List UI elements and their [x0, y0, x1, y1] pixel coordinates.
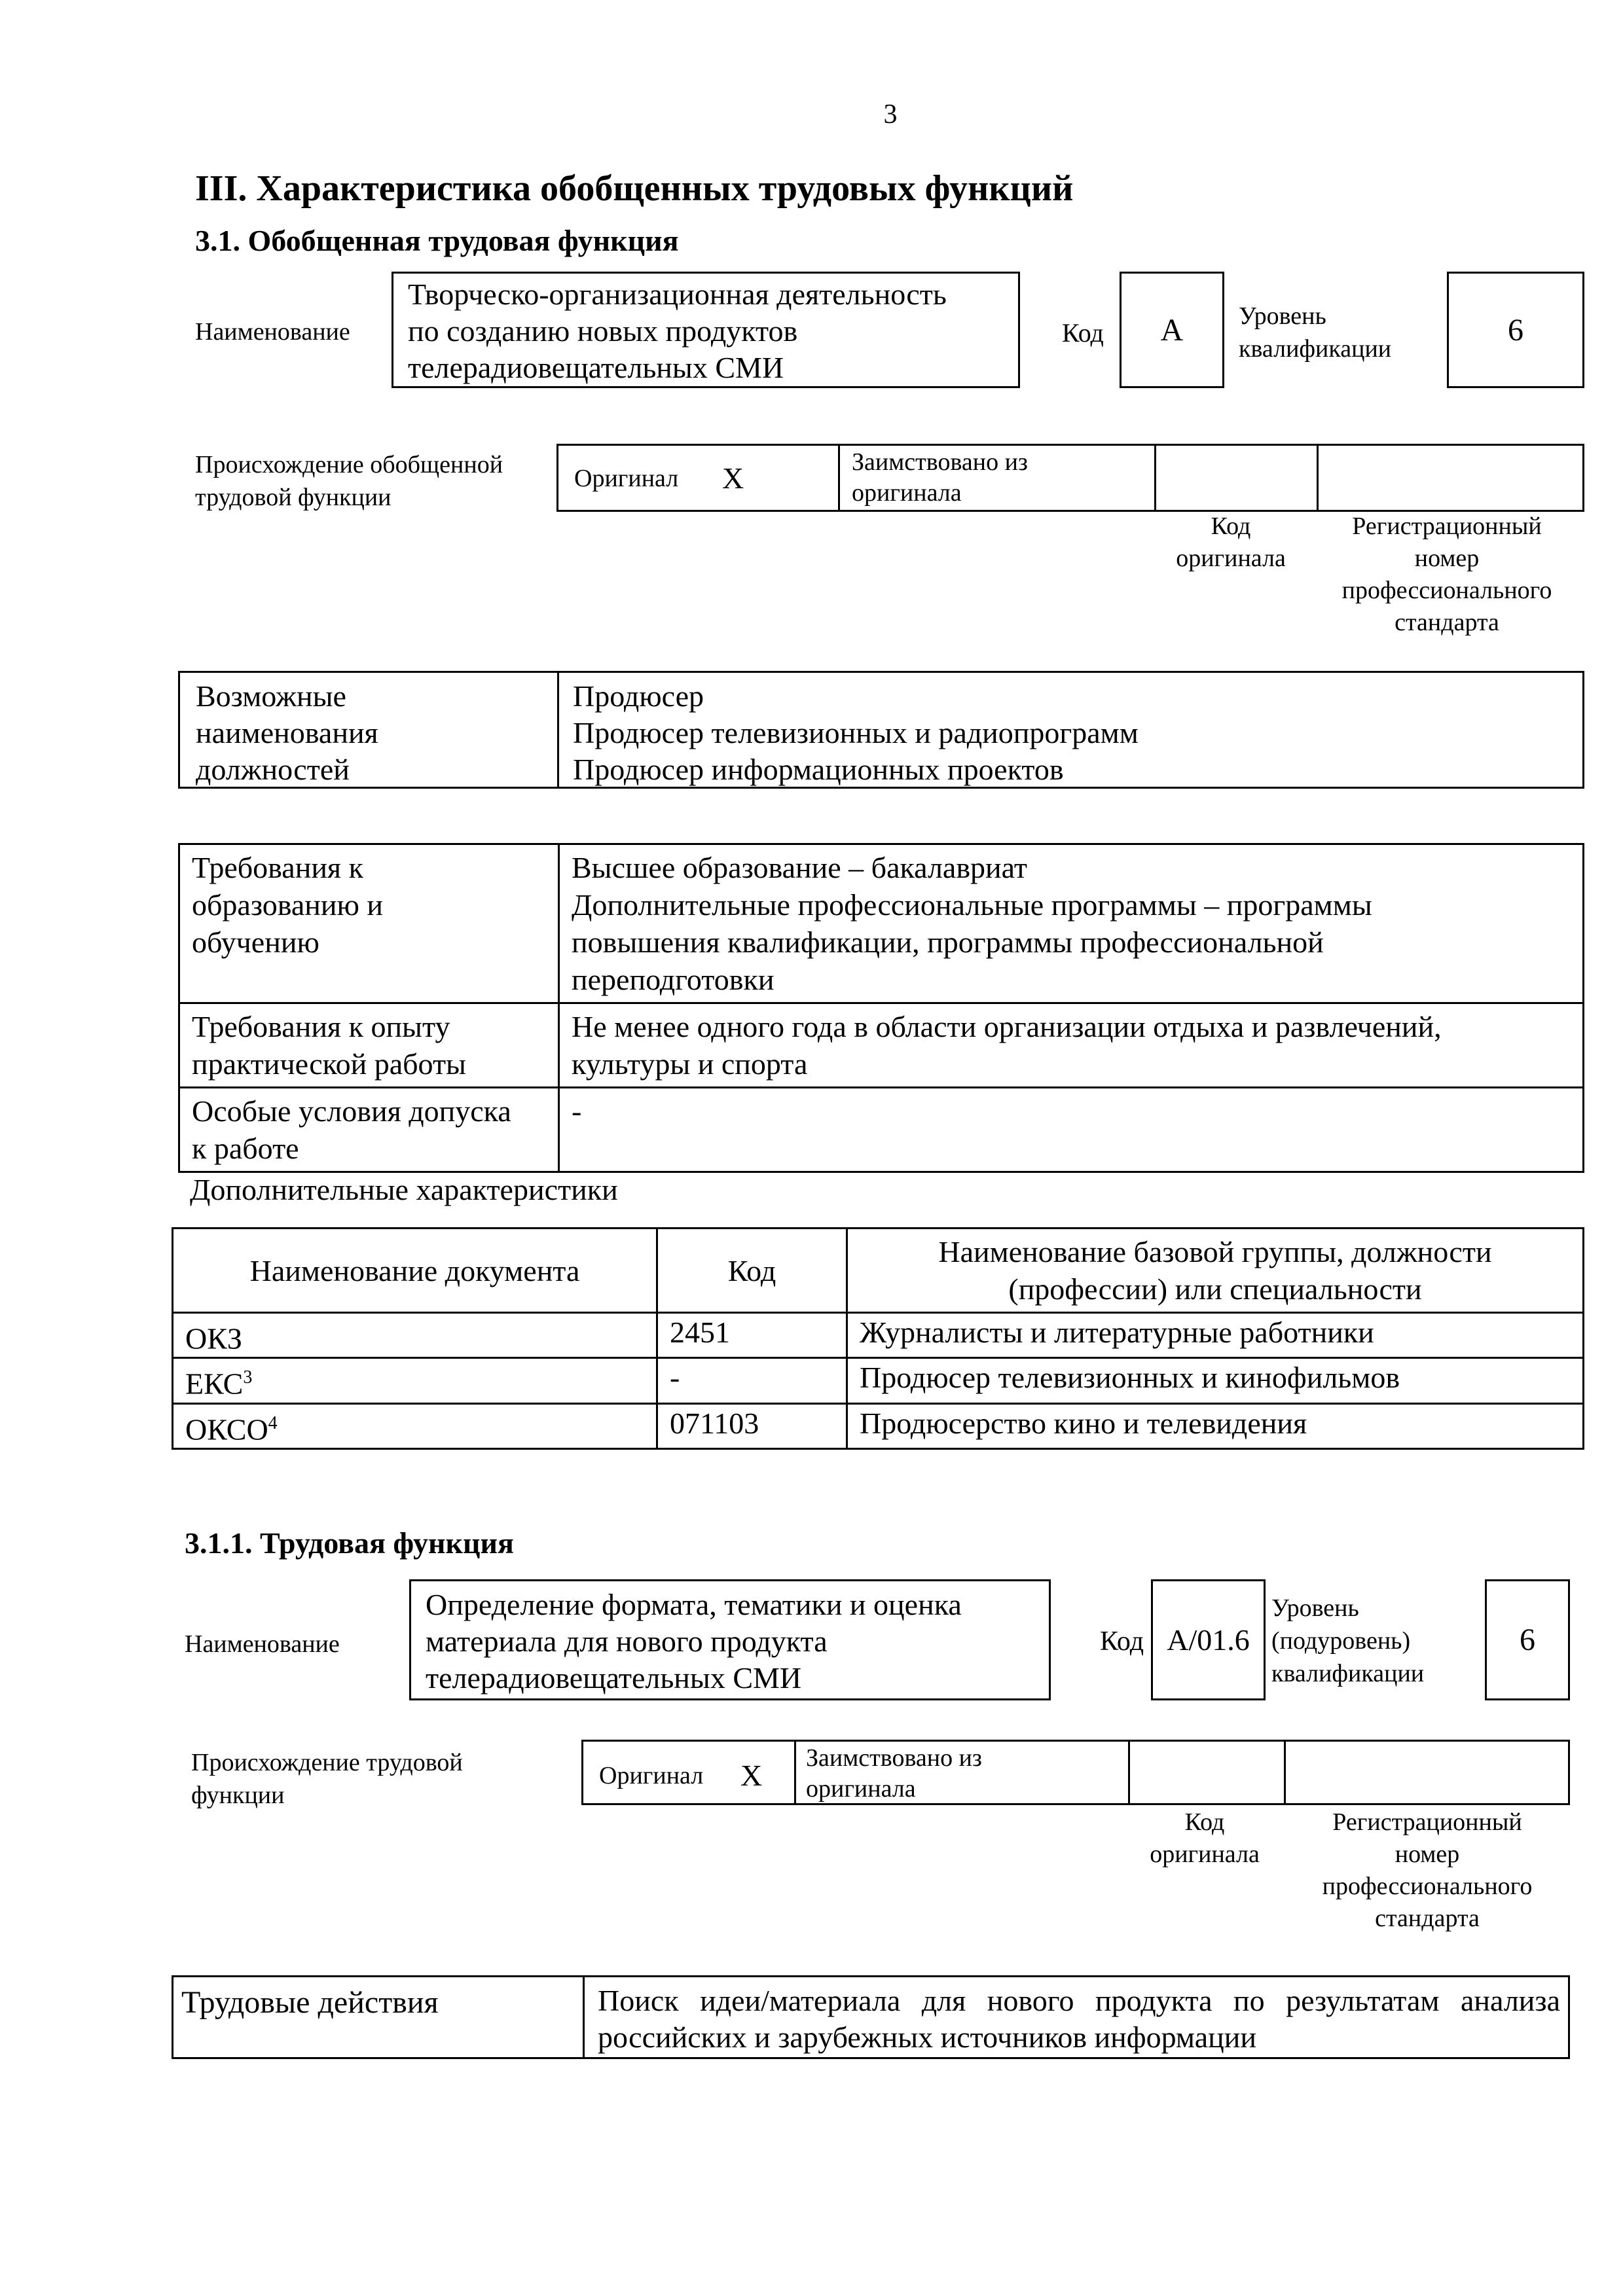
tf-name-line: телерадиовещательных СМИ [426, 1661, 802, 1695]
header-group [847, 1229, 1584, 1313]
tf-original-mark: X [740, 1759, 763, 1792]
tf-code-box [1151, 1579, 1266, 1700]
gtf-original-mark: X [722, 461, 744, 495]
actions-label: Трудовые действия [181, 1985, 439, 2020]
table-row [179, 1088, 1584, 1172]
positions-label-line: наименования [196, 716, 378, 749]
table-row [173, 1403, 1584, 1448]
gtf-borrowed-line: Заимствовано из [852, 448, 1028, 476]
gtf-name-line: Творческо-организационная деятельность [408, 278, 947, 311]
gtf-level-label [1239, 300, 1391, 365]
tf-origin-label [191, 1746, 463, 1812]
req-label-line: практической работы [192, 1047, 466, 1081]
table-header-row [173, 1229, 1584, 1313]
tf-name-line: материала для нового продукта [426, 1624, 828, 1658]
header-code: Код [657, 1229, 847, 1313]
gtf-reg-line: Регистрационный [1352, 512, 1542, 540]
tf-level-label-line: квалификации [1271, 1660, 1425, 1687]
gtf-name-box [392, 272, 1020, 388]
tf-reg-number-caption [1303, 1806, 1552, 1935]
gtf-orig-code-line: Код [1211, 512, 1251, 540]
gtf-reg-number-caption [1322, 511, 1571, 639]
doc-cell [173, 1403, 657, 1448]
doc-footnote: 3 [243, 1367, 253, 1388]
req-label-line: к работе [192, 1132, 299, 1165]
doc-name: ОКЗ [185, 1321, 242, 1355]
gtf-origin-label-line: трудовой функции [195, 484, 392, 511]
actions-table [172, 1975, 1570, 2059]
req-value-line: повышения квалификации, программы профессиональной [572, 925, 1324, 959]
tf-heading: 3.1.1. Трудовая функция [185, 1526, 514, 1560]
gtf-origin-label-line: Происхождение обобщенной [195, 451, 503, 478]
req-value-cell [559, 844, 1584, 1003]
header-group-line: Наименование базовой группы, должности [938, 1235, 1492, 1268]
req-label-cell [179, 1003, 559, 1088]
tf-reg-line: номер [1395, 1840, 1460, 1868]
group-cell: Продюсер телевизионных и кинофильмов [847, 1358, 1584, 1403]
tf-level-label-line: Уровень [1271, 1594, 1359, 1622]
gtf-level-value: 6 [1508, 312, 1523, 348]
gtf-name-line: телерадиовещательных СМИ [408, 351, 784, 384]
extra-table [172, 1227, 1584, 1450]
doc-cell [173, 1313, 657, 1358]
tf-level-label [1271, 1592, 1424, 1690]
tf-reg-line: Регистрационный [1332, 1808, 1522, 1836]
position-item: Продюсер телевизионных и радиопрограмм [573, 716, 1139, 749]
gtf-origin-box [556, 444, 1584, 512]
position-item: Продюсер информационных проектов [573, 753, 1064, 786]
tf-reg-line: профессионального [1322, 1873, 1533, 1900]
tf-code-value: А/01.6 [1167, 1623, 1250, 1657]
req-value-line: Дополнительные профессиональные программы – программы [572, 888, 1372, 922]
gtf-original-label: Оригинал [574, 465, 679, 492]
gtf-orig-code-line: оригинала [1176, 545, 1286, 572]
group-cell: Журналисты и литературные работники [847, 1313, 1584, 1358]
gtf-borrowed-line: оригинала [852, 479, 962, 507]
gtf-origin-label [195, 448, 503, 514]
gtf-code-box [1120, 272, 1224, 388]
code-cell: 071103 [657, 1403, 847, 1448]
positions-label-line: Возможные [196, 679, 346, 713]
table-row [179, 1003, 1584, 1088]
page-number: 3 [883, 99, 898, 130]
req-label-cell [179, 1088, 559, 1172]
code-cell: 2451 [657, 1313, 847, 1358]
req-label-line: образованию и [192, 888, 383, 922]
gtf-name-line: по созданию новых продуктов [408, 314, 798, 348]
tf-orig-code-line: оригинала [1150, 1840, 1260, 1868]
tf-borrowed-line: Заимствовано из [806, 1744, 982, 1772]
req-value-line: культуры и спорта [572, 1047, 808, 1081]
action-line: российских и зарубежных источников информации [598, 2020, 1256, 2054]
req-label-cell [179, 844, 559, 1003]
header-group-line: (профессии) или специальности [1008, 1272, 1422, 1306]
doc-name: ОКСО [185, 1412, 268, 1446]
action-line: Поиск идеи/материала для нового продукта по результатам анализа [598, 1984, 1560, 2017]
actions-text [598, 1982, 1560, 2056]
tf-name-box [409, 1579, 1051, 1700]
table-row [173, 1358, 1584, 1403]
tf-orig-code-line: Код [1184, 1808, 1225, 1836]
req-value-line: - [572, 1094, 582, 1128]
section-title: III. Характеристика обобщенных трудовых функций [195, 168, 1074, 209]
doc-cell [173, 1358, 657, 1403]
tf-borrowed-label [806, 1743, 982, 1804]
gtf-level-box [1447, 272, 1584, 388]
positions-label-line: должностей [196, 753, 350, 786]
tf-code-label: Код [1100, 1626, 1144, 1657]
gtf-reg-line: стандарта [1395, 609, 1499, 636]
gtf-borrowed-label [852, 447, 1028, 509]
tf-level-box [1485, 1579, 1570, 1700]
tf-name-line: Определение формата, тематики и оценка [426, 1588, 962, 1621]
tf-level-label-line: (подуровень) [1271, 1627, 1411, 1655]
gtf-reg-line: профессионального [1341, 577, 1552, 604]
tf-level-value: 6 [1520, 1623, 1535, 1657]
req-label-line: Требования к [192, 851, 363, 884]
positions-table [178, 671, 1584, 789]
tf-origin-label-line: Происхождение трудовой [191, 1749, 463, 1776]
req-label-line: обучению [192, 925, 319, 959]
table-row [179, 844, 1584, 1003]
position-item: Продюсер [573, 679, 704, 713]
req-value-cell [559, 1003, 1584, 1088]
requirements-table [178, 843, 1584, 1173]
table-row [173, 1313, 1584, 1358]
gtf-heading: 3.1. Обобщенная трудовая функция [195, 224, 679, 257]
req-value-line: Не менее одного года в области организации отдыха и развлечений, [572, 1010, 1442, 1043]
positions-list [573, 678, 1139, 788]
tf-origin-box [581, 1740, 1570, 1805]
tf-borrowed-line: оригинала [806, 1775, 916, 1803]
req-value-cell [559, 1088, 1584, 1172]
group-cell: Продюсерство кино и телевидения [847, 1403, 1584, 1448]
tf-original-label: Оригинал [599, 1762, 704, 1789]
positions-label [196, 678, 378, 788]
req-label-line: Требования к опыту [192, 1010, 450, 1043]
tf-name-label: Наименование [185, 1630, 340, 1658]
req-value-line: Высшее образование – бакалавриат [572, 851, 1027, 884]
doc-name: ЕКС [185, 1367, 244, 1401]
gtf-level-label-line: квалификации [1239, 335, 1392, 363]
tf-reg-line: стандарта [1375, 1905, 1480, 1932]
gtf-code-label: Код [1062, 318, 1104, 348]
tf-origin-label-line: функции [191, 1782, 285, 1809]
doc-footnote: 4 [268, 1412, 278, 1433]
gtf-reg-line: номер [1414, 545, 1480, 572]
req-label-line: Особые условия допуска [192, 1094, 511, 1128]
gtf-name-label: Наименование [195, 318, 350, 346]
gtf-orig-code-caption [1165, 511, 1296, 575]
header-doc: Наименование документа [173, 1229, 657, 1313]
code-cell: - [657, 1358, 847, 1403]
tf-orig-code-caption [1139, 1806, 1270, 1871]
extra-heading: Дополнительные характеристики [190, 1173, 618, 1206]
req-value-line: переподготовки [572, 963, 775, 996]
gtf-code-value: А [1160, 312, 1184, 348]
gtf-level-label-line: Уровень [1239, 302, 1326, 330]
